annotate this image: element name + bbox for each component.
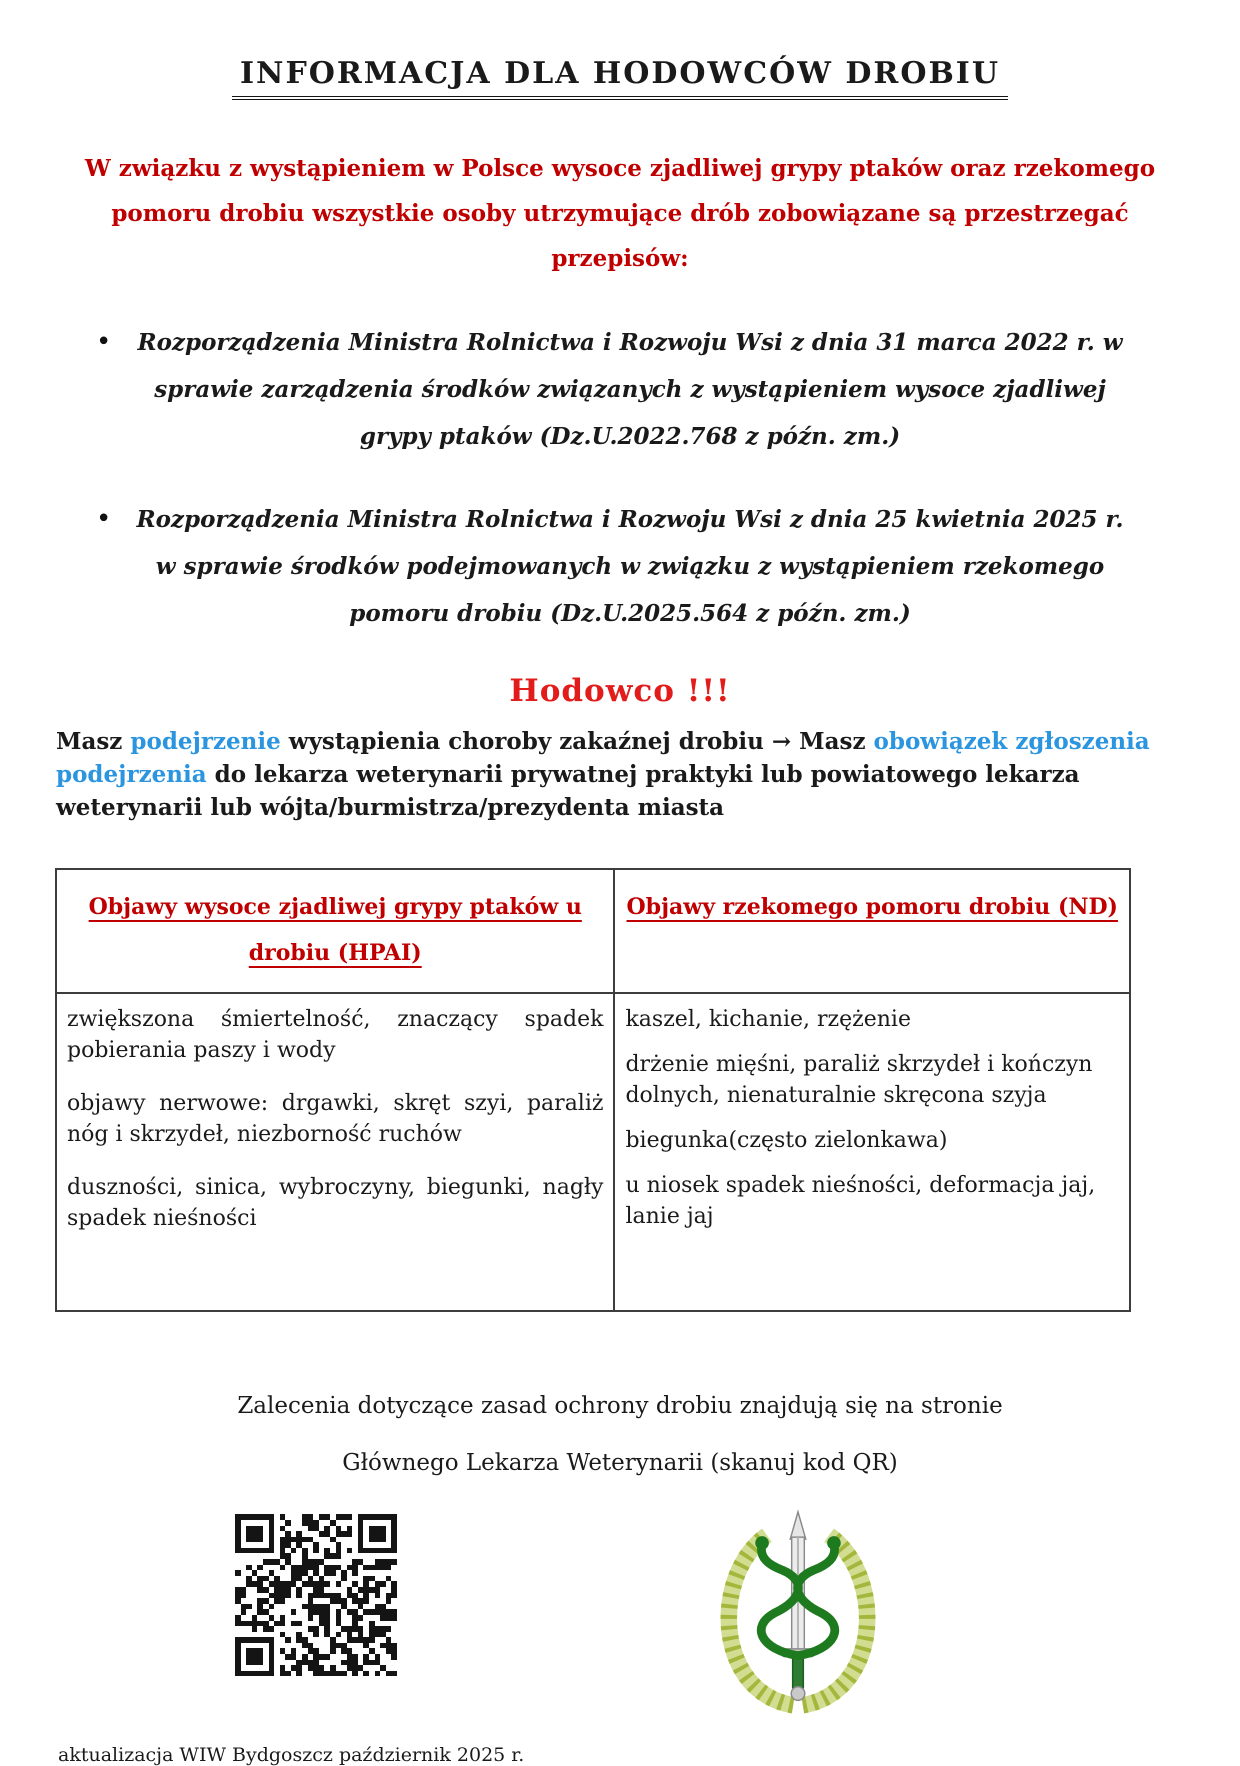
alert-text-segment: Masz bbox=[56, 728, 131, 755]
bullet-icon: • bbox=[96, 327, 112, 357]
alert-highlight-segment: obowiązek zgłoszenia podejrzenia bbox=[56, 728, 1150, 788]
nd-symptom-item: kaszel, kichanie, rzężenie bbox=[625, 1007, 911, 1033]
regulation-item bbox=[96, 319, 1130, 460]
intro-paragraph: W związku z wystąpieniem w Polsce wysoce zjadliwej grypy ptaków oraz rzekomego pomoru drobiu wszystkie osoby utrzymujące drób zobowiązane są przestrzegać przepisów: bbox=[84, 155, 1156, 272]
qr-code bbox=[235, 1514, 397, 1676]
hpai-symptom-item: duszności, sinica, wybroczyny, biegunki, nagły spadek nieśności bbox=[67, 1175, 604, 1232]
nd-symptom-item: biegunka(często zielonkawa) bbox=[625, 1128, 948, 1154]
title-row bbox=[0, 56, 1240, 100]
table-header-row bbox=[56, 869, 1130, 993]
regulation-text: Rozporządzenia Ministra Rolnictwa i Rozwoju Wsi z dnia 31 marca 2022 r. w sprawie zarządzenia środków związanych z wystąpieniem wysoce zjadliwej grypy ptaków (Dz.U.2022.768 z późn. zm.) bbox=[137, 329, 1123, 450]
recommendation-note bbox=[0, 1378, 1240, 1492]
alert-text-segment: do lekarza weterynarii prywatnej praktyki lub powiatowego lekarza weterynarii lub wójta/burmistrza/prezydenta miasta bbox=[56, 761, 1080, 821]
alert-paragraph bbox=[56, 725, 1182, 824]
table-header-nd: Objawy rzekomego pomoru drobiu (ND) bbox=[614, 869, 1130, 993]
bullet-icon: • bbox=[96, 504, 112, 534]
recommendation-note-line2: Głównego Lekarza Weterynarii (skanuj kod QR) bbox=[342, 1450, 898, 1477]
nd-symptom-item: u niosek spadek nieśności, deformacja jaj, lanie jaj bbox=[625, 1173, 1096, 1230]
table-body-row bbox=[56, 993, 1130, 1311]
symptoms-table bbox=[55, 868, 1131, 1312]
update-note: aktualizacja WIW Bydgoszcz październik 2025 r. bbox=[58, 1744, 525, 1766]
nd-symptom-item: drżenie mięśni, paraliż skrzydeł i kończyn dolnych, nienaturalnie skręcona szyja bbox=[625, 1052, 1093, 1109]
regulation-item bbox=[96, 496, 1130, 637]
media-row bbox=[0, 1508, 1240, 1716]
nd-symptoms-cell bbox=[614, 993, 1130, 1311]
alert-highlight-segment: podejrzenie bbox=[130, 728, 281, 755]
table-header-hpai: Objawy wysoce zjadliwej grypy ptaków u drobiu (HPAI) bbox=[56, 869, 614, 993]
alert-heading: Hodowco !!! bbox=[509, 673, 731, 709]
regulation-list bbox=[96, 319, 1130, 637]
hpai-symptom-item: zwiększona śmiertelność, znaczący spadek pobierania paszy i wody bbox=[67, 1007, 604, 1064]
hpai-symptom-item: objawy nerwowe: drgawki, skręt szyi, paraliż nóg i skrzydeł, niezborność ruchów bbox=[67, 1091, 604, 1148]
hpai-symptoms-cell bbox=[56, 993, 614, 1311]
recommendation-note-line1: Zalecenia dotyczące zasad ochrony drobiu znajdują się na stronie bbox=[237, 1393, 1003, 1420]
regulation-text: Rozporządzenia Ministra Rolnictwa i Rozwoju Wsi z dnia 25 kwietnia 2025 r. w sprawie środków podejmowanych w związku z wystąpieniem rzekomego pomoru drobiu (Dz.U.2025.564 z późn. zm.) bbox=[136, 506, 1124, 627]
veterinary-inspection-logo bbox=[700, 1508, 896, 1712]
alert-text-segment: wystąpienia choroby zakaźnej drobiu → Masz bbox=[280, 728, 874, 755]
page-title: INFORMACJA DLA HODOWCÓW DROBIU bbox=[232, 56, 1008, 100]
